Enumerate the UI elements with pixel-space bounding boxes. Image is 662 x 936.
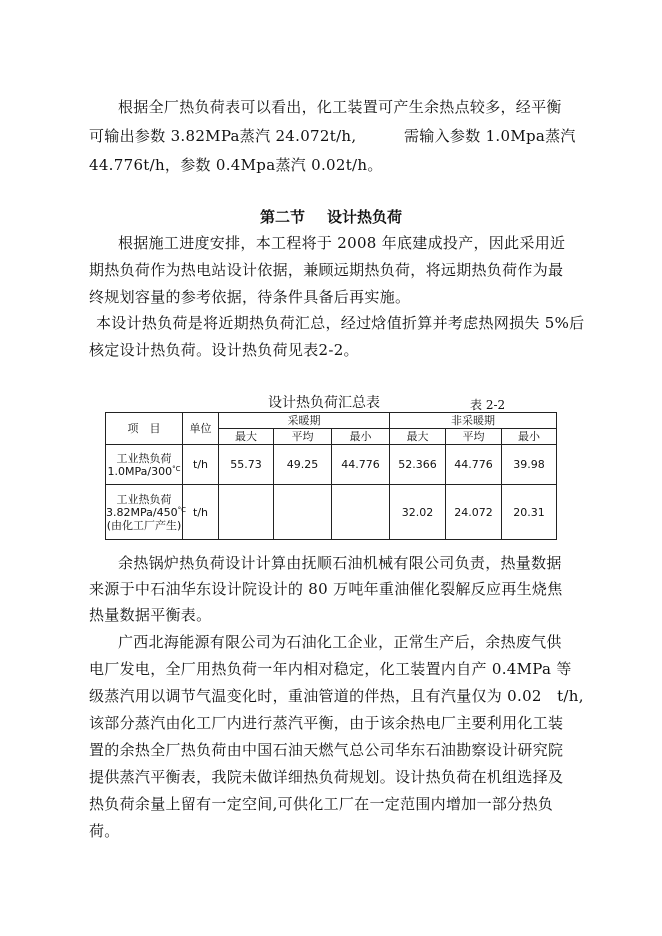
row-name-degree: °C [177,505,186,514]
para1-line2b: 需输入参数 1.0Mpa蒸汽 [404,127,576,145]
para5-line1: 广西北海能源有限公司为石油化工企业，正常生产后，余热废气供 [118,633,562,651]
row-h-avg: 49.25 [274,445,332,485]
header-item: 项 目 [106,413,183,445]
table-title: 设计热负荷汇总表 [268,395,380,411]
header-n-max: 最大 [390,429,446,445]
para3-line2: 核定设计热负荷。设计热负荷见表2-2。 [89,341,359,359]
row-n-avg: 24.072 [446,485,502,540]
para2-line2: 期热负荷作为热电站设计依据，兼顾远期热负荷，将远期热负荷作为最 [89,261,564,279]
para4-line2: 来源于中石油华东设计院设计的 80 万吨年重油催化裂解反应再生烧焦 [89,580,563,598]
section-title: 设计热负荷 [327,208,403,226]
header-h-min: 最小 [332,429,390,445]
section-heading [0,206,662,227]
para5-line5: 置的余热全厂热负荷由中国石油天燃气总公司华东石油勘察设计研究院 [89,741,564,759]
para4-line1: 余热锅炉热负荷设计计算由抚顺石油机械有限公司负责，热量数据 [118,554,562,572]
row-n-max: 32.02 [390,485,446,540]
heat-load-table [105,412,557,540]
table-row [106,445,557,485]
para2-line3: 终规划容量的参考依据，待条件具备后再实施。 [89,288,411,306]
row-h-max: 55.73 [219,445,274,485]
row-name-line3: (由化工厂产生) [106,518,182,532]
row-h-max [219,485,274,540]
para1-line3: 44.776t/h，参数 0.4Mpa蒸汽 0.02t/h。 [89,156,383,174]
table-number: 表 2-2 [470,398,506,412]
header-nonheating: 非采暖期 [390,413,557,429]
row-name-line2 [106,505,186,519]
para1-line1: 根据全厂热负荷表可以看出，化工装置可产生余热点较多，经平衡 [118,98,562,116]
header-heating: 采暖期 [219,413,390,429]
para4-line3: 热量数据平衡表。 [89,606,212,624]
row-unit: t/h [183,485,219,540]
row-name [106,485,186,540]
para5-line7: 热负荷余量上留有一定空间,可供化工厂在一定范围内增加一部分热负 [89,795,554,813]
header-unit: 单位 [183,413,219,445]
row-name [106,445,183,485]
para5-line3: 级蒸汽用以调节气温变化时，重油管道的伴热，且有汽量仅为 0.02 t/h, [89,687,584,705]
row-n-avg: 44.776 [446,445,502,485]
header-h-avg: 平均 [274,429,332,445]
header-n-avg: 平均 [446,429,502,445]
section-number: 第二节 [259,208,305,226]
row-name-line1: 工业热负荷 [116,451,172,465]
row-unit: t/h [183,445,219,485]
row-name-line1: 工业热负荷 [116,492,172,506]
row-n-max: 52.366 [390,445,446,485]
row-name-degree: °C [172,464,181,473]
para5-line2: 电厂发电，全厂用热负荷一年内相对稳定，化工装置内自产 0.4MPa 等 [89,660,572,678]
row-n-min: 39.98 [502,445,557,485]
row-h-min [332,485,390,540]
para5-line4: 该部分蒸汽由化工厂内进行蒸汽平衡，由于该余热电厂主要利用化工装 [89,714,564,732]
row-h-avg [274,485,332,540]
row-name-spec: 1.0MPa/300 [107,464,173,478]
para2-line1: 根据施工进度安排，本工程将于 2008 年底建成投产，因此采用近 [118,234,566,252]
table-row [106,485,557,540]
row-h-min: 44.776 [332,445,390,485]
para1-line2a: 可输出参数 3.82MPa蒸汽 24.072t/h, [89,127,357,145]
para3-line1: 本设计热负荷是将近期热负荷汇总，经过焓值折算并考虑热网损失 5%后 [96,314,585,332]
para5-line6: 提供蒸汽平衡表，我院未做详细热负荷规划。设计热负荷在机组选择及 [89,768,564,786]
row-n-min: 20.31 [502,485,557,540]
header-n-min: 最小 [502,429,557,445]
para5-line8: 荷。 [89,822,120,840]
header-h-max: 最大 [219,429,274,445]
row-name-line2 [106,465,182,478]
table-header-row-1 [106,413,557,429]
row-name-spec: 3.82MPa/450 [106,505,178,519]
